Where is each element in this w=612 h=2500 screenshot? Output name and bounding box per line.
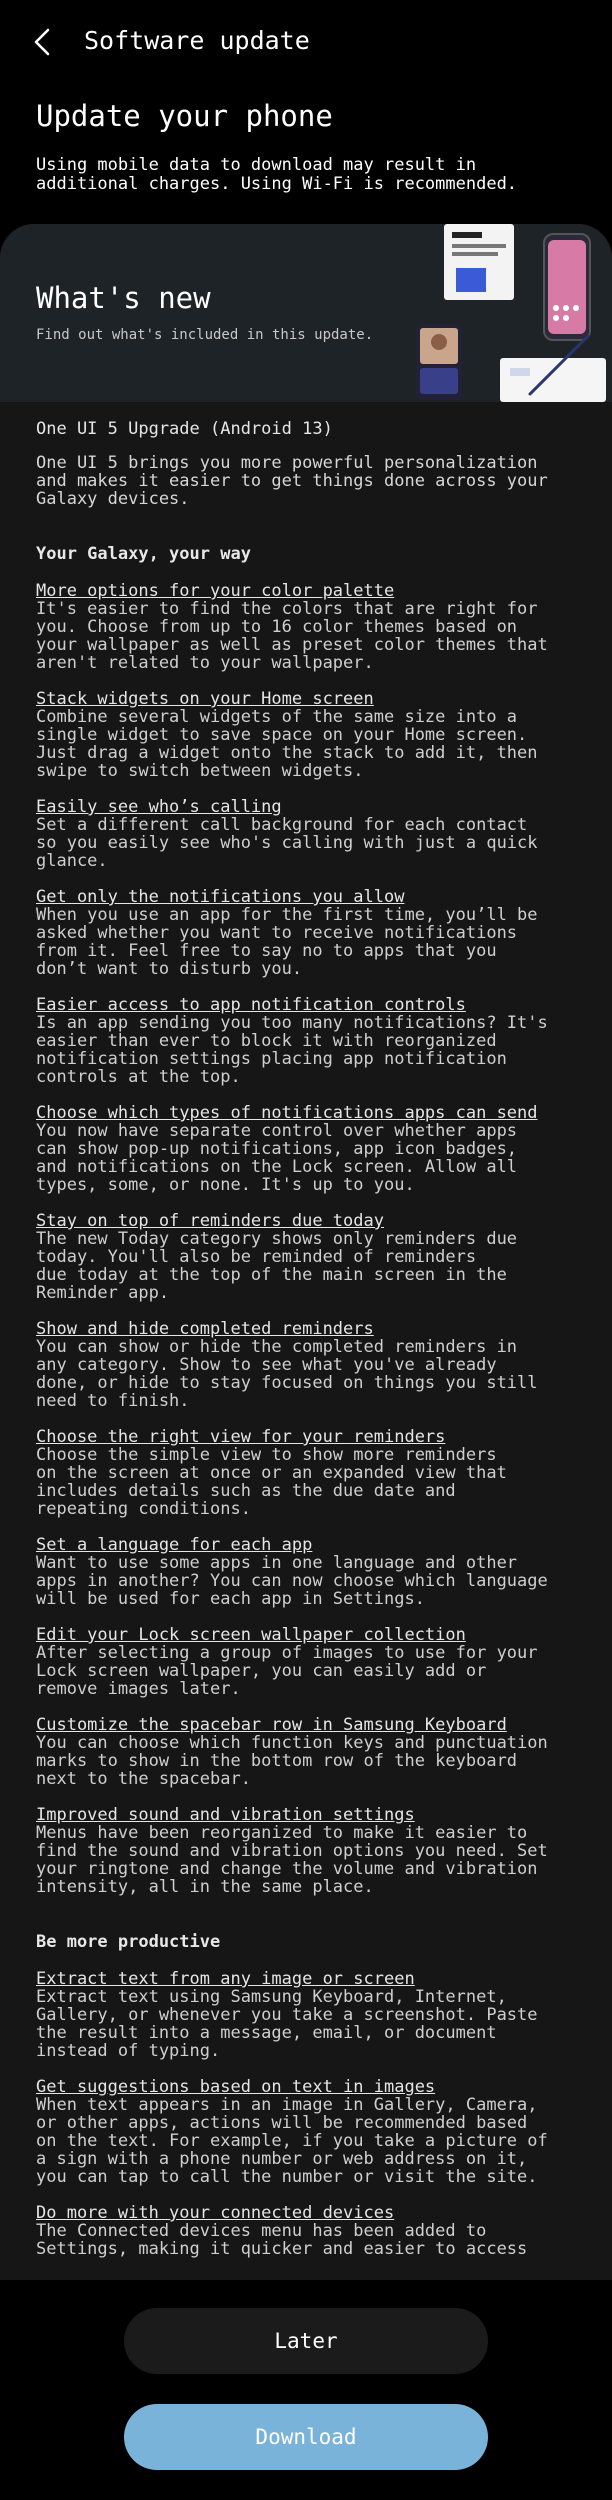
feature-description: After selecting a group of images to use for your Lock screen wallpaper, you can easily add or remove images later. xyxy=(36,1643,538,1699)
feature-title-link[interactable]: More options for your color palette xyxy=(36,581,395,601)
feature-title-link[interactable]: Get only the notifications you allow xyxy=(36,887,405,907)
feature-description: Extract text using Samsung Keyboard, Internet, Gallery, or whenever you take a screenshot. Paste the result into a message, email, or document instead of typing. xyxy=(36,1987,538,2061)
feature-title-link[interactable]: Customize the spacebar row in Samsung Keyboard xyxy=(36,1715,507,1735)
whats-new-subtitle: Find out what's included in this update. xyxy=(36,327,374,343)
feature-title-link[interactable]: Edit your Lock screen wallpaper collection xyxy=(36,1625,466,1645)
chevron-left-icon xyxy=(32,27,52,57)
download-button[interactable]: Download xyxy=(124,2404,488,2470)
feature-title-link[interactable]: Improved sound and vibration settings xyxy=(36,1805,415,1825)
feature-item xyxy=(36,1806,584,1896)
feature-description: Menus have been reorganized to make it easier to find the sound and vibration options you need. Set your ringtone and change the volume and vibration intensity, all in the same place. xyxy=(36,1823,548,1897)
feature-title-link[interactable]: Extract text from any image or screen xyxy=(36,1969,415,1989)
feature-item xyxy=(36,1536,584,1608)
devices-illustration xyxy=(400,224,612,402)
feature-title-link[interactable]: Easier access to app notification controls xyxy=(36,995,466,1015)
whats-new-title: What's new xyxy=(36,281,211,315)
feature-description: The new Today category shows only reminders due today. You'll also be reminded of reminders due today at the top of the main screen in the Reminder app. xyxy=(36,1229,518,1303)
feature-title-link[interactable]: Do more with your connected devices xyxy=(36,2203,395,2223)
section-heading: Be more productive xyxy=(36,1932,221,1952)
feature-item xyxy=(36,2078,584,2186)
feature-item xyxy=(36,1970,584,2060)
whats-new-banner xyxy=(0,224,612,402)
feature-title-link[interactable]: Stack widgets on your Home screen xyxy=(36,689,374,709)
feature-title-link[interactable]: Get suggestions based on text in images xyxy=(36,2077,436,2097)
feature-item xyxy=(36,1626,584,1698)
feature-title-link[interactable]: Choose which types of notifications apps can send xyxy=(36,1103,538,1123)
feature-item xyxy=(36,1428,584,1518)
feature-title-link[interactable]: Show and hide completed reminders xyxy=(36,1319,374,1339)
feature-description: You can choose which function keys and punctuation marks to show in the bottom row of the keyboard next to the spacebar. xyxy=(36,1733,548,1789)
section-your-galaxy xyxy=(36,544,584,1896)
feature-description: Choose the simple view to show more reminders on the screen at once or an expanded view that includes details such as the due date and repeating conditions. xyxy=(36,1445,507,1519)
feature-item xyxy=(36,1320,584,1410)
feature-title-link[interactable]: Choose the right view for your reminders xyxy=(36,1427,446,1447)
feature-item xyxy=(36,996,584,1086)
back-button[interactable] xyxy=(22,22,62,62)
feature-item xyxy=(36,582,584,672)
release-intro: One UI 5 brings you more powerful personalization and makes it easier to get things done across your Galaxy devices. xyxy=(36,453,548,509)
feature-description: You now have separate control over whether apps can show pop-up notifications, app icon badges, and notifications on the Lock screen. Allow all types, some, or none. It's up to you. xyxy=(36,1121,518,1195)
feature-description: When text appears in an image in Gallery, Camera, or other apps, actions will be recommended based on the text. For example, if you take a picture of a sign with a phone number or web address on it, you can tap to call the number or visit the site. xyxy=(36,2095,548,2187)
later-button[interactable]: Later xyxy=(124,2308,488,2374)
feature-item xyxy=(36,888,584,978)
feature-item xyxy=(36,2204,584,2258)
release-notes xyxy=(36,420,584,2280)
feature-title-link[interactable]: Easily see who’s calling xyxy=(36,797,282,817)
feature-description: It's easier to find the colors that are right for you. Choose from up to 16 color themes based on your wallpaper as well as preset color themes that aren't related to your wallpaper. xyxy=(36,599,548,673)
page-title: Update your phone xyxy=(36,99,333,133)
feature-description: Want to use some apps in one language and other apps in another? You can now choose which language will be used for each app in Settings. xyxy=(36,1553,548,1609)
feature-item xyxy=(36,1212,584,1302)
section-heading: Your Galaxy, your way xyxy=(36,544,251,564)
feature-item xyxy=(36,1104,584,1194)
feature-title-link[interactable]: Set a language for each app xyxy=(36,1535,313,1555)
mobile-data-notice: Using mobile data to download may result in additional charges. Using Wi-Fi is recommended. xyxy=(36,155,518,194)
feature-description: The Connected devices menu has been added to Settings, making it quicker and easier to access xyxy=(36,2221,528,2259)
feature-item xyxy=(36,1716,584,1788)
feature-item xyxy=(36,690,584,780)
feature-title-link[interactable]: Stay on top of reminders due today xyxy=(36,1211,384,1231)
feature-description: You can show or hide the completed reminders in any category. Show to see what you've already done, or hide to stay focused on things you still need to finish. xyxy=(36,1337,538,1411)
feature-description: Set a different call background for each contact so you easily see who's calling with just a quick glance. xyxy=(36,815,538,871)
feature-item xyxy=(36,798,584,870)
feature-description: Combine several widgets of the same size into a single widget to save space on your Home screen. Just drag a widget onto the stack to add it, then swipe to switch between widgets. xyxy=(36,707,538,781)
release-title: One UI 5 Upgrade (Android 13) xyxy=(36,419,333,439)
app-bar-title: Software update xyxy=(84,26,310,55)
feature-description: Is an app sending you too many notifications? It's easier than ever to block it with reorganized notification settings placing app notification controls at the top. xyxy=(36,1013,548,1087)
top-app-bar xyxy=(0,0,612,80)
feature-description: When you use an app for the first time, you’ll be asked whether you want to receive notifications from it. Feel free to say no to apps that you don’t want to disturb you. xyxy=(36,905,538,979)
update-details-card[interactable] xyxy=(0,224,612,2280)
section-be-more-productive xyxy=(36,1932,584,2258)
